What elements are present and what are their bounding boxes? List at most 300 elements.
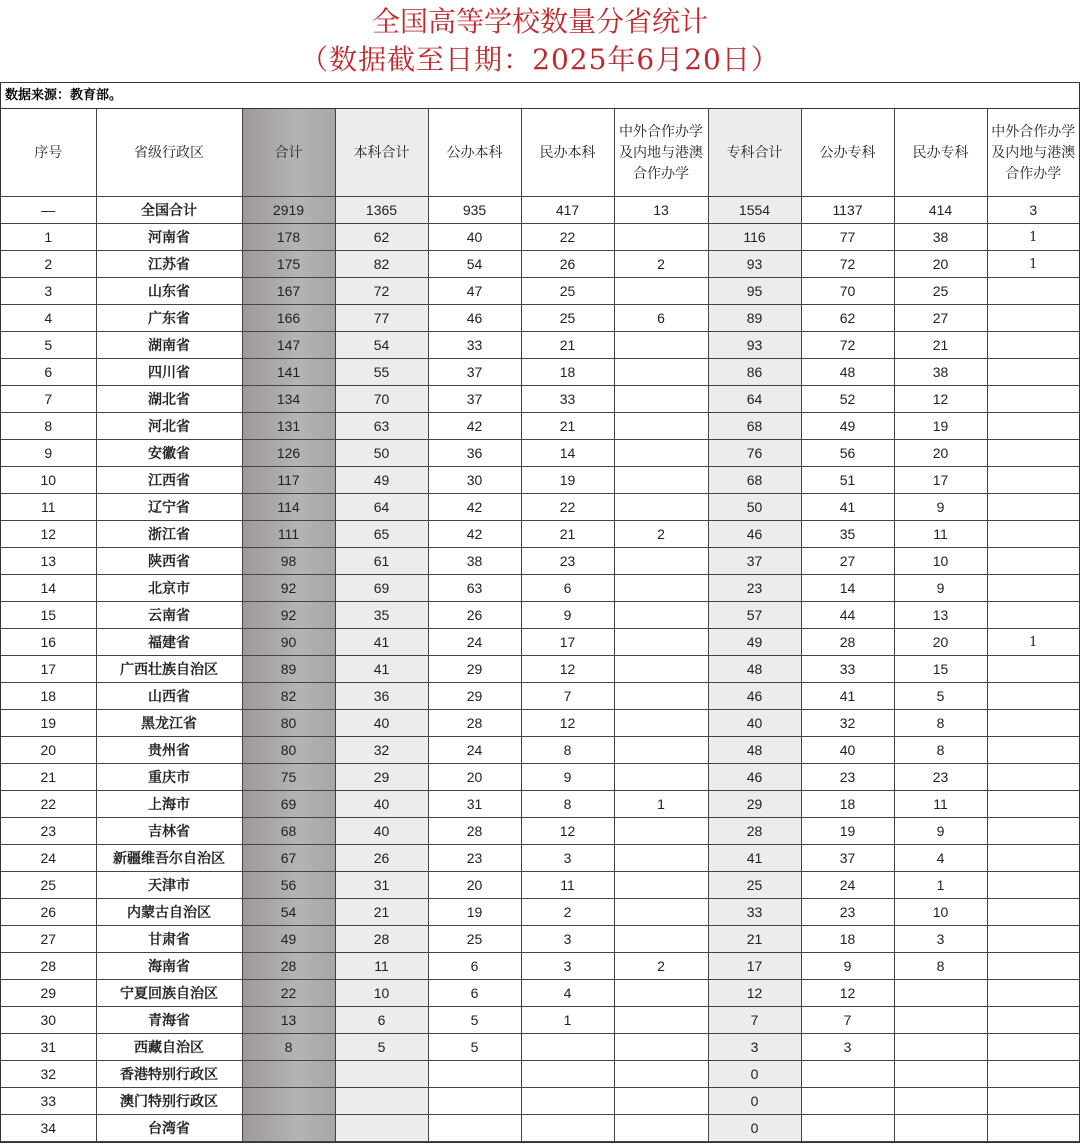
cell-junior-total: 29 bbox=[708, 791, 801, 818]
cell-province: 湖南省 bbox=[96, 332, 242, 359]
cell-joint-junior bbox=[987, 899, 1079, 926]
cell-public-junior: 72 bbox=[801, 251, 894, 278]
cell-total: 111 bbox=[242, 521, 335, 548]
cell-private-undergrad: 12 bbox=[521, 656, 614, 683]
cell-joint-undergrad bbox=[614, 656, 708, 683]
cell-undergrad-total bbox=[335, 1061, 428, 1088]
cell-undergrad-total: 65 bbox=[335, 521, 428, 548]
cell-public-junior bbox=[801, 1088, 894, 1115]
cell-undergrad-total: 1365 bbox=[335, 197, 428, 224]
cell-junior-total: 41 bbox=[708, 845, 801, 872]
cell-private-undergrad: 3 bbox=[521, 926, 614, 953]
cell-joint-undergrad bbox=[614, 818, 708, 845]
cell-index: 24 bbox=[1, 845, 96, 872]
cell-undergrad-total: 61 bbox=[335, 548, 428, 575]
cell-undergrad-total: 49 bbox=[335, 467, 428, 494]
cell-joint-junior bbox=[987, 494, 1079, 521]
cell-public-junior: 35 bbox=[801, 521, 894, 548]
cell-joint-undergrad: 6 bbox=[614, 305, 708, 332]
cell-private-junior: 3 bbox=[894, 926, 987, 953]
cell-joint-junior bbox=[987, 656, 1079, 683]
cell-joint-junior bbox=[987, 1007, 1079, 1034]
cell-total: 89 bbox=[242, 656, 335, 683]
cell-private-undergrad: 19 bbox=[521, 467, 614, 494]
cell-undergrad-total: 28 bbox=[335, 926, 428, 953]
cell-public-junior: 33 bbox=[801, 656, 894, 683]
cell-private-undergrad bbox=[521, 1088, 614, 1115]
universities-by-province-table bbox=[1, 109, 1079, 1142]
cell-public-undergrad: 935 bbox=[428, 197, 521, 224]
cell-province: 安徽省 bbox=[96, 440, 242, 467]
cell-joint-undergrad bbox=[614, 575, 708, 602]
table-row bbox=[1, 710, 1079, 737]
cell-index: 29 bbox=[1, 980, 96, 1007]
cell-province: 甘肃省 bbox=[96, 926, 242, 953]
cell-private-undergrad: 8 bbox=[521, 737, 614, 764]
cell-public-junior: 3 bbox=[801, 1034, 894, 1061]
cell-junior-total: 86 bbox=[708, 359, 801, 386]
cell-public-junior: 62 bbox=[801, 305, 894, 332]
cell-undergrad-total: 69 bbox=[335, 575, 428, 602]
cell-undergrad-total: 36 bbox=[335, 683, 428, 710]
cell-undergrad-total: 6 bbox=[335, 1007, 428, 1034]
cell-undergrad-total bbox=[335, 1115, 428, 1142]
cell-public-undergrad: 29 bbox=[428, 656, 521, 683]
cell-joint-undergrad bbox=[614, 872, 708, 899]
cell-joint-junior bbox=[987, 953, 1079, 980]
cell-undergrad-total: 70 bbox=[335, 386, 428, 413]
cell-public-undergrad bbox=[428, 1088, 521, 1115]
cell-junior-total: 3 bbox=[708, 1034, 801, 1061]
cell-total: 54 bbox=[242, 899, 335, 926]
cell-total: 69 bbox=[242, 791, 335, 818]
cell-joint-junior bbox=[987, 413, 1079, 440]
cell-undergrad-total: 63 bbox=[335, 413, 428, 440]
cell-joint-junior bbox=[987, 386, 1079, 413]
header-public-undergrad: 公办本科 bbox=[428, 109, 521, 197]
cell-public-junior bbox=[801, 1115, 894, 1142]
cell-undergrad-total: 40 bbox=[335, 818, 428, 845]
cell-index: 13 bbox=[1, 548, 96, 575]
table-row bbox=[1, 602, 1079, 629]
cell-private-undergrad: 21 bbox=[521, 521, 614, 548]
cell-index: 33 bbox=[1, 1088, 96, 1115]
cell-undergrad-total: 32 bbox=[335, 737, 428, 764]
cell-joint-undergrad: 2 bbox=[614, 251, 708, 278]
header-junior-total: 专科合计 bbox=[708, 109, 801, 197]
cell-private-junior: 20 bbox=[894, 251, 987, 278]
cell-undergrad-total: 21 bbox=[335, 899, 428, 926]
cell-undergrad-total: 72 bbox=[335, 278, 428, 305]
cell-junior-total: 95 bbox=[708, 278, 801, 305]
cell-public-undergrad: 25 bbox=[428, 926, 521, 953]
cell-total bbox=[242, 1088, 335, 1115]
cell-undergrad-total: 5 bbox=[335, 1034, 428, 1061]
cell-junior-total: 57 bbox=[708, 602, 801, 629]
cell-province: 内蒙古自治区 bbox=[96, 899, 242, 926]
cell-province: 青海省 bbox=[96, 1007, 242, 1034]
cell-index: 23 bbox=[1, 818, 96, 845]
table-row bbox=[1, 1034, 1079, 1061]
cell-total: 28 bbox=[242, 953, 335, 980]
cell-public-junior: 41 bbox=[801, 683, 894, 710]
cell-undergrad-total: 82 bbox=[335, 251, 428, 278]
cell-undergrad-total: 29 bbox=[335, 764, 428, 791]
table-row bbox=[1, 899, 1079, 926]
cell-private-undergrad: 2 bbox=[521, 899, 614, 926]
cell-public-junior: 1137 bbox=[801, 197, 894, 224]
cell-junior-total: 93 bbox=[708, 251, 801, 278]
cell-total: 90 bbox=[242, 629, 335, 656]
cell-public-undergrad: 5 bbox=[428, 1007, 521, 1034]
cell-total: 13 bbox=[242, 1007, 335, 1034]
cell-junior-total: 23 bbox=[708, 575, 801, 602]
cell-junior-total: 7 bbox=[708, 1007, 801, 1034]
cell-joint-undergrad: 13 bbox=[614, 197, 708, 224]
cell-index: 6 bbox=[1, 359, 96, 386]
cell-private-junior: 20 bbox=[894, 629, 987, 656]
cell-public-junior: 24 bbox=[801, 872, 894, 899]
cell-public-junior: 56 bbox=[801, 440, 894, 467]
cell-province: 黑龙江省 bbox=[96, 710, 242, 737]
cell-public-junior: 49 bbox=[801, 413, 894, 440]
cell-joint-junior bbox=[987, 926, 1079, 953]
cell-public-undergrad bbox=[428, 1061, 521, 1088]
cell-private-junior: 13 bbox=[894, 602, 987, 629]
cell-public-junior: 70 bbox=[801, 278, 894, 305]
cell-joint-undergrad: 2 bbox=[614, 953, 708, 980]
cell-private-undergrad: 17 bbox=[521, 629, 614, 656]
cell-joint-junior bbox=[987, 521, 1079, 548]
cell-junior-total: 46 bbox=[708, 521, 801, 548]
cell-junior-total: 48 bbox=[708, 737, 801, 764]
table-row bbox=[1, 575, 1079, 602]
cell-joint-junior bbox=[987, 305, 1079, 332]
cell-private-junior bbox=[894, 1034, 987, 1061]
cell-joint-junior bbox=[987, 872, 1079, 899]
cell-private-undergrad: 12 bbox=[521, 818, 614, 845]
table-row bbox=[1, 656, 1079, 683]
cell-private-undergrad: 14 bbox=[521, 440, 614, 467]
cell-index: 8 bbox=[1, 413, 96, 440]
cell-private-junior: 8 bbox=[894, 737, 987, 764]
cell-undergrad-total: 55 bbox=[335, 359, 428, 386]
cell-public-undergrad: 37 bbox=[428, 386, 521, 413]
cell-province: 辽宁省 bbox=[96, 494, 242, 521]
header-joint-junior: 中外合作办学及内地与港澳合作办学 bbox=[987, 109, 1079, 197]
cell-total: 80 bbox=[242, 737, 335, 764]
table-row bbox=[1, 332, 1079, 359]
cell-total bbox=[242, 1115, 335, 1142]
cell-public-undergrad: 24 bbox=[428, 737, 521, 764]
cell-undergrad-total: 41 bbox=[335, 656, 428, 683]
header-index: 序号 bbox=[1, 109, 96, 197]
cell-public-junior: 23 bbox=[801, 899, 894, 926]
cell-joint-junior bbox=[987, 575, 1079, 602]
cell-junior-total: 37 bbox=[708, 548, 801, 575]
cell-joint-undergrad bbox=[614, 386, 708, 413]
cell-joint-junior bbox=[987, 548, 1079, 575]
cell-index: 4 bbox=[1, 305, 96, 332]
cell-joint-undergrad bbox=[614, 440, 708, 467]
cell-public-undergrad: 40 bbox=[428, 224, 521, 251]
cell-joint-undergrad bbox=[614, 359, 708, 386]
cell-index: 26 bbox=[1, 899, 96, 926]
cell-private-undergrad: 9 bbox=[521, 764, 614, 791]
cell-public-junior: 44 bbox=[801, 602, 894, 629]
cell-private-undergrad: 33 bbox=[521, 386, 614, 413]
cell-joint-undergrad bbox=[614, 1034, 708, 1061]
cell-joint-junior: 3 bbox=[987, 197, 1079, 224]
cell-private-junior: 27 bbox=[894, 305, 987, 332]
cell-private-junior: 21 bbox=[894, 332, 987, 359]
cell-private-undergrad: 6 bbox=[521, 575, 614, 602]
cell-public-undergrad: 6 bbox=[428, 980, 521, 1007]
cell-public-undergrad: 42 bbox=[428, 521, 521, 548]
cell-private-undergrad: 3 bbox=[521, 845, 614, 872]
cell-junior-total: 116 bbox=[708, 224, 801, 251]
cell-public-junior: 52 bbox=[801, 386, 894, 413]
cell-joint-undergrad bbox=[614, 548, 708, 575]
cell-total: 92 bbox=[242, 575, 335, 602]
cell-junior-total: 25 bbox=[708, 872, 801, 899]
cell-private-undergrad: 4 bbox=[521, 980, 614, 1007]
header-private-junior: 民办专科 bbox=[894, 109, 987, 197]
cell-index: 14 bbox=[1, 575, 96, 602]
cell-index: 10 bbox=[1, 467, 96, 494]
cell-public-undergrad: 19 bbox=[428, 899, 521, 926]
cell-index: 34 bbox=[1, 1115, 96, 1142]
cell-total: 98 bbox=[242, 548, 335, 575]
cell-public-undergrad: 28 bbox=[428, 818, 521, 845]
table-row bbox=[1, 467, 1079, 494]
cell-joint-junior bbox=[987, 845, 1079, 872]
table-row bbox=[1, 305, 1079, 332]
cell-total: 166 bbox=[242, 305, 335, 332]
cell-index: 12 bbox=[1, 521, 96, 548]
cell-joint-undergrad bbox=[614, 413, 708, 440]
cell-public-junior: 7 bbox=[801, 1007, 894, 1034]
cell-private-undergrad: 22 bbox=[521, 494, 614, 521]
cell-total: 80 bbox=[242, 710, 335, 737]
cell-joint-undergrad bbox=[614, 494, 708, 521]
cell-index: 7 bbox=[1, 386, 96, 413]
cell-public-junior: 14 bbox=[801, 575, 894, 602]
header-province: 省级行政区 bbox=[96, 109, 242, 197]
cell-total: 117 bbox=[242, 467, 335, 494]
cell-junior-total: 21 bbox=[708, 926, 801, 953]
cell-joint-junior bbox=[987, 1088, 1079, 1115]
cell-undergrad-total: 62 bbox=[335, 224, 428, 251]
cell-private-junior: 11 bbox=[894, 521, 987, 548]
cell-total: 141 bbox=[242, 359, 335, 386]
cell-private-junior: 38 bbox=[894, 224, 987, 251]
cell-index: 22 bbox=[1, 791, 96, 818]
cell-public-undergrad: 26 bbox=[428, 602, 521, 629]
cell-joint-undergrad bbox=[614, 683, 708, 710]
cell-private-junior: 9 bbox=[894, 575, 987, 602]
table-row bbox=[1, 1115, 1079, 1142]
cell-junior-total: 49 bbox=[708, 629, 801, 656]
cell-private-undergrad: 25 bbox=[521, 278, 614, 305]
cell-public-undergrad: 47 bbox=[428, 278, 521, 305]
cell-joint-junior bbox=[987, 602, 1079, 629]
cell-total: 56 bbox=[242, 872, 335, 899]
cell-public-junior: 28 bbox=[801, 629, 894, 656]
cell-joint-junior bbox=[987, 440, 1079, 467]
cell-private-junior bbox=[894, 1088, 987, 1115]
table-row bbox=[1, 791, 1079, 818]
cell-private-junior: 9 bbox=[894, 818, 987, 845]
cell-public-junior: 41 bbox=[801, 494, 894, 521]
cell-index: 20 bbox=[1, 737, 96, 764]
table-row bbox=[1, 386, 1079, 413]
cell-junior-total: 50 bbox=[708, 494, 801, 521]
header-total: 合计 bbox=[242, 109, 335, 197]
header-joint-undergrad: 中外合作办学及内地与港澳合作办学 bbox=[614, 109, 708, 197]
cell-province: 重庆市 bbox=[96, 764, 242, 791]
cell-private-junior: 15 bbox=[894, 656, 987, 683]
cell-joint-undergrad bbox=[614, 332, 708, 359]
cell-public-undergrad: 20 bbox=[428, 872, 521, 899]
cell-joint-junior bbox=[987, 737, 1079, 764]
cell-junior-total: 46 bbox=[708, 683, 801, 710]
cell-province: 香港特别行政区 bbox=[96, 1061, 242, 1088]
cell-private-undergrad: 22 bbox=[521, 224, 614, 251]
cell-undergrad-total bbox=[335, 1088, 428, 1115]
cell-public-undergrad: 20 bbox=[428, 764, 521, 791]
cell-private-undergrad bbox=[521, 1061, 614, 1088]
cell-total: 178 bbox=[242, 224, 335, 251]
table-row bbox=[1, 224, 1079, 251]
cell-public-junior: 37 bbox=[801, 845, 894, 872]
data-source-note: 数据来源：教育部。 bbox=[1, 83, 1079, 109]
cell-private-junior bbox=[894, 1115, 987, 1142]
cell-private-junior: 8 bbox=[894, 953, 987, 980]
cell-index: 2 bbox=[1, 251, 96, 278]
cell-joint-undergrad bbox=[614, 845, 708, 872]
cell-private-undergrad: 8 bbox=[521, 791, 614, 818]
cell-joint-undergrad bbox=[614, 764, 708, 791]
cell-joint-undergrad bbox=[614, 467, 708, 494]
cell-total: 49 bbox=[242, 926, 335, 953]
cell-index: 1 bbox=[1, 224, 96, 251]
cell-province: 贵州省 bbox=[96, 737, 242, 764]
cell-province: 云南省 bbox=[96, 602, 242, 629]
cell-undergrad-total: 40 bbox=[335, 791, 428, 818]
cell-undergrad-total: 40 bbox=[335, 710, 428, 737]
cell-province: 海南省 bbox=[96, 953, 242, 980]
table-row bbox=[1, 737, 1079, 764]
cell-private-junior: 38 bbox=[894, 359, 987, 386]
cell-undergrad-total: 50 bbox=[335, 440, 428, 467]
cell-undergrad-total: 31 bbox=[335, 872, 428, 899]
table-row bbox=[1, 1007, 1079, 1034]
cell-private-junior: 1 bbox=[894, 872, 987, 899]
cell-public-junior: 12 bbox=[801, 980, 894, 1007]
table-row bbox=[1, 872, 1079, 899]
cell-public-junior: 18 bbox=[801, 926, 894, 953]
cell-private-junior: 5 bbox=[894, 683, 987, 710]
cell-joint-junior bbox=[987, 980, 1079, 1007]
table-row bbox=[1, 764, 1079, 791]
cell-public-undergrad: 42 bbox=[428, 494, 521, 521]
table-row bbox=[1, 1061, 1079, 1088]
cell-joint-junior bbox=[987, 818, 1079, 845]
cell-joint-undergrad: 1 bbox=[614, 791, 708, 818]
cell-public-junior: 77 bbox=[801, 224, 894, 251]
cell-total: 75 bbox=[242, 764, 335, 791]
cell-junior-total: 76 bbox=[708, 440, 801, 467]
cell-junior-total: 93 bbox=[708, 332, 801, 359]
cell-joint-junior bbox=[987, 332, 1079, 359]
cell-total: 126 bbox=[242, 440, 335, 467]
table-row bbox=[1, 980, 1079, 1007]
cell-public-junior: 51 bbox=[801, 467, 894, 494]
cell-junior-total: 28 bbox=[708, 818, 801, 845]
table-row bbox=[1, 359, 1079, 386]
cell-joint-undergrad bbox=[614, 899, 708, 926]
header-private-undergrad: 民办本科 bbox=[521, 109, 614, 197]
cell-private-undergrad: 11 bbox=[521, 872, 614, 899]
cell-joint-undergrad bbox=[614, 926, 708, 953]
cell-private-undergrad: 1 bbox=[521, 1007, 614, 1034]
table-row bbox=[1, 845, 1079, 872]
cell-public-undergrad: 42 bbox=[428, 413, 521, 440]
cell-province: 山东省 bbox=[96, 278, 242, 305]
cell-private-junior: 414 bbox=[894, 197, 987, 224]
table-row bbox=[1, 1088, 1079, 1115]
cell-private-junior: 23 bbox=[894, 764, 987, 791]
cell-public-undergrad: 23 bbox=[428, 845, 521, 872]
cell-province: 山西省 bbox=[96, 683, 242, 710]
cell-private-junior: 10 bbox=[894, 548, 987, 575]
cell-junior-total: 68 bbox=[708, 467, 801, 494]
cell-public-undergrad: 36 bbox=[428, 440, 521, 467]
cell-private-undergrad: 7 bbox=[521, 683, 614, 710]
cell-joint-undergrad bbox=[614, 1007, 708, 1034]
cell-undergrad-total: 41 bbox=[335, 629, 428, 656]
cell-junior-total: 68 bbox=[708, 413, 801, 440]
table-row bbox=[1, 926, 1079, 953]
cell-undergrad-total: 10 bbox=[335, 980, 428, 1007]
cell-junior-total: 0 bbox=[708, 1088, 801, 1115]
cell-total: 167 bbox=[242, 278, 335, 305]
cell-province: 全国合计 bbox=[96, 197, 242, 224]
cell-public-junior: 32 bbox=[801, 710, 894, 737]
cell-private-undergrad: 26 bbox=[521, 251, 614, 278]
cell-junior-total: 40 bbox=[708, 710, 801, 737]
cell-junior-total: 17 bbox=[708, 953, 801, 980]
table-row bbox=[1, 953, 1079, 980]
cell-province: 广东省 bbox=[96, 305, 242, 332]
cell-index: 3 bbox=[1, 278, 96, 305]
cell-index: 18 bbox=[1, 683, 96, 710]
cell-public-junior: 18 bbox=[801, 791, 894, 818]
cell-province: 澳门特别行政区 bbox=[96, 1088, 242, 1115]
cell-index: 17 bbox=[1, 656, 96, 683]
cell-private-undergrad: 9 bbox=[521, 602, 614, 629]
cell-joint-junior bbox=[987, 467, 1079, 494]
cell-joint-junior bbox=[987, 1115, 1079, 1142]
cell-joint-junior bbox=[987, 683, 1079, 710]
cell-province: 北京市 bbox=[96, 575, 242, 602]
table-row bbox=[1, 683, 1079, 710]
cell-public-junior: 9 bbox=[801, 953, 894, 980]
cell-private-undergrad: 12 bbox=[521, 710, 614, 737]
cell-index: 5 bbox=[1, 332, 96, 359]
cell-undergrad-total: 54 bbox=[335, 332, 428, 359]
